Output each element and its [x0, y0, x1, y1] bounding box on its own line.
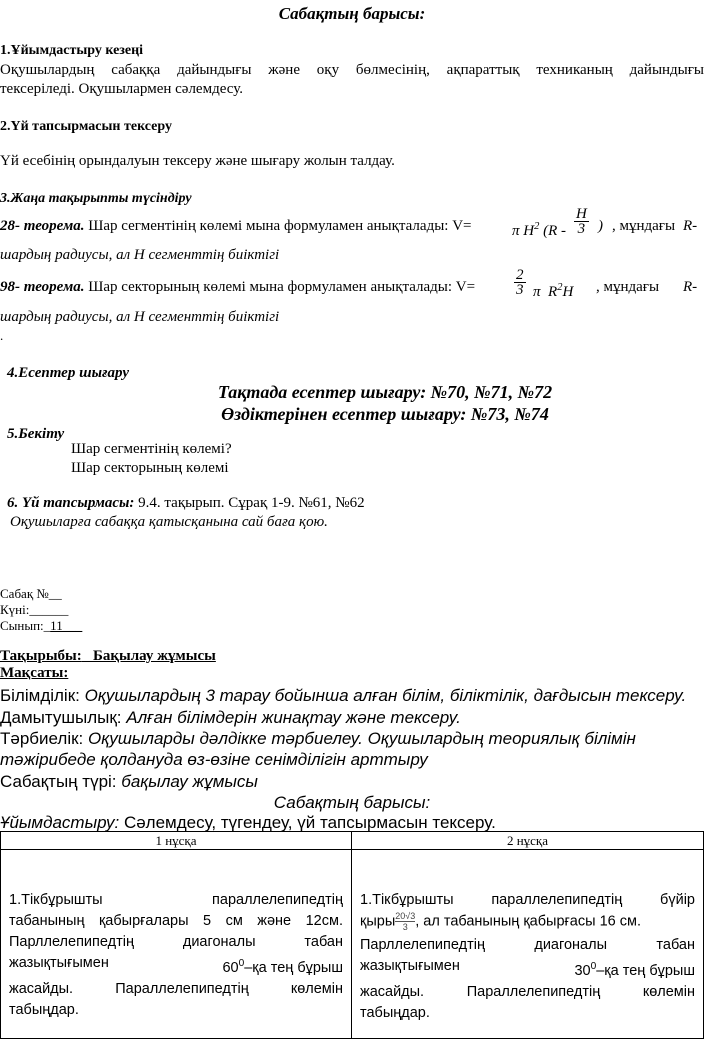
variant-1-line-4: жазықтығымен $60^0-қа$ тең бұрыш	[9, 955, 343, 976]
lesson-number: Сабақ №__	[0, 586, 62, 601]
theorem-28-line2: шардың радиусы, ал H сегменттің биіктігі	[0, 247, 280, 263]
organization-label: Ұйымдастыру:	[0, 813, 120, 832]
formula-exponent: 2	[557, 282, 563, 293]
aim-upbringing	[0, 728, 636, 749]
formula-close: )	[598, 218, 603, 234]
angle-suffix: –қа тең бұрыш	[244, 959, 343, 976]
variant-1-line-2: табанының қабырғалары 5 см және 12см.	[9, 913, 343, 929]
section-2-text: Үй есебінің орындалуын тексеру және шығару жолын талдау.	[0, 153, 395, 169]
section-5-heading: 5.Бекіту	[7, 426, 65, 442]
theorem-28	[0, 207, 704, 247]
variant-2-line-6: табыңдар.	[360, 1005, 430, 1022]
theorem-28-fraction	[574, 207, 589, 236]
aim-developmental-text: Алған білімдерін жинақтау және тексеру.	[126, 708, 461, 727]
topic-value: Бақылау жұмысы	[93, 648, 216, 664]
fraction-numerator: H	[576, 206, 587, 222]
edge-rest: , ал табанының қабырғасы 16 см.	[415, 913, 641, 930]
variant-1-body	[1, 850, 352, 1039]
aim-upbringing-text-1: Оқушыларды дәлдікке тәрбиелеу. Оқушылардың теориялық білімін	[88, 729, 636, 748]
lesson-type-label: Сабақтың түрі:	[0, 772, 117, 791]
variant-1-line-3: Парллелепипедтің диагоналы табан	[9, 934, 343, 950]
class-label: Сынып:_	[0, 618, 51, 633]
variant-2-line-1: 1.Тікбұрышты параллелепипедтің бүйір	[360, 892, 695, 908]
variant-2-line-2	[360, 911, 695, 932]
edge-label: қыры	[360, 913, 396, 930]
theorem-98-fraction	[514, 268, 526, 297]
theorem-98-after: , мұндағы	[596, 279, 660, 295]
formula-r: R	[548, 284, 558, 300]
class-field	[0, 618, 82, 634]
variant-1-line-6: табыңдар.	[9, 1001, 79, 1018]
homework-label: 6. Үй тапсырмасы:	[7, 495, 135, 511]
aim-developmental-label: Дамытушылық:	[0, 708, 122, 727]
edge-fraction-numerator: 20√3	[395, 911, 416, 921]
fraction-numerator: 2	[516, 267, 524, 283]
section-1-text-line1: Оқушылардың сабаққа дайындығы және оқу бөлмесінің, ақпараттық техниканың дайындығы	[0, 62, 704, 78]
review-question-1: Шар сегментінің көлемі?	[71, 441, 232, 457]
formula-h: H	[562, 284, 574, 300]
variant-2-angle-text: жазықтығымен	[360, 958, 460, 975]
lesson-date: Күні:______	[0, 602, 69, 617]
class-value: 11___	[50, 618, 83, 633]
progress-title: Сабақтың барысы:	[273, 793, 431, 812]
section-1-heading: 1.Ұйымдастыру кезеңі	[0, 43, 144, 58]
theorem-28-after: , мұндағы	[612, 218, 676, 234]
variant-2-header: 2 нұсқа	[352, 832, 704, 850]
aim-upbringing-label: Тәрбиелік:	[0, 729, 84, 748]
edge-fraction-denominator: 3	[402, 922, 408, 932]
theorem-98-formula	[533, 278, 573, 302]
variant-2-line-5: жасайды. Параллелепипедтің көлемін	[360, 984, 695, 1001]
formula-exponent: 2	[534, 221, 540, 232]
variants-table	[0, 831, 704, 1039]
edge-fraction	[395, 911, 415, 932]
theorem-28-label: 28- теорема.	[0, 218, 85, 234]
formula-open: (R -	[543, 223, 567, 239]
variant-2-angle-suffix: –қа тең бұрыш	[596, 963, 695, 980]
formula-pi-h: π H	[512, 223, 535, 239]
theorem-98-text: Шар секторының көлемі мына формуламен анықталады: V=	[88, 279, 476, 295]
theorem-28-text: Шар сегментінің көлемі мына формуламен анықталады: V=	[88, 218, 472, 234]
section-2-heading: 2.Үй тапсырмасын тексеру	[0, 119, 172, 134]
grade-note: Оқушыларға сабаққа қатысқанына сай баға қою.	[10, 514, 328, 530]
theorem-98-label: 98- теорема.	[0, 279, 85, 295]
theorem-98	[0, 266, 704, 308]
topic-label: Тақырыбы:	[0, 648, 82, 664]
theorem-28-r: R-	[683, 218, 698, 234]
board-problems: Тақтада есептер шығару: №70, №71, №72	[217, 382, 553, 402]
section-4-heading: 4.Есептер шығару	[7, 365, 129, 381]
theorem-28-formula	[512, 217, 566, 241]
variant-2-line-4	[360, 956, 695, 982]
variant-2-body	[352, 850, 704, 1039]
theorem-98-r: R-	[683, 279, 698, 295]
aim-upbringing-text-2: тәжірибеде қолдануда өз-өзіне сенімділігін арттыру	[0, 750, 428, 769]
variant-1-text	[9, 890, 343, 1021]
variant-2-line-3: Парллелепипедтің диагоналы табан	[360, 937, 695, 954]
variant-2-angle-value: 30	[574, 963, 591, 980]
fraction-denominator: 3	[577, 221, 586, 237]
stray-dot: .	[0, 328, 4, 343]
theorem-98-line2: шардың радиусы, ал H сегменттің биіктігі	[0, 309, 280, 325]
lesson-type-text: бақылау жұмысы	[121, 772, 258, 791]
aim-developmental	[0, 707, 461, 728]
section-3-heading: 3.Жаңа тақырыпты түсіндіру	[0, 191, 192, 206]
aim-educational	[0, 685, 686, 706]
homework-text: 9.4. тақырып. Сұрақ 1-9. №61, №62	[138, 495, 365, 511]
organization	[0, 812, 496, 833]
formula-pi: π	[533, 284, 541, 300]
variant-1-header: 1 нұсқа	[1, 832, 352, 850]
variant-1-line-1: 1.Тікбұрышты параллелепипедтің	[9, 892, 343, 908]
aims-heading: Мақсаты:	[0, 665, 69, 681]
organization-text: Сәлемдесу, түгендеу, үй тапсырмасын тексеру.	[123, 813, 496, 832]
review-question-2: Шар секторының көлемі	[71, 460, 229, 476]
angle-sup: 0	[238, 958, 245, 969]
lesson-type	[0, 771, 258, 792]
variant-1-line-5: жасайды. Параллелепипедтің көлемін	[9, 980, 343, 997]
aim-educational-text: Оқушылардың 3 тарау бойынша алған білім, біліктілік, дағдысын тексеру.	[84, 686, 687, 705]
section-6-homework	[7, 494, 365, 513]
variant-2-text	[360, 890, 695, 1024]
self-problems: Өздіктерінен есептер шығару: №73, №74	[221, 404, 549, 424]
page-title: Сабақтың барысы:	[278, 4, 426, 23]
angle-value: 60	[222, 959, 239, 976]
variant-2-angle-sup: 0	[590, 961, 597, 973]
aim-educational-label: Білімділік:	[0, 686, 80, 705]
fraction-denominator: 3	[516, 282, 524, 298]
section-1-text-line2: тексеріледі. Оқушылармен сәлемдесу.	[0, 81, 243, 97]
